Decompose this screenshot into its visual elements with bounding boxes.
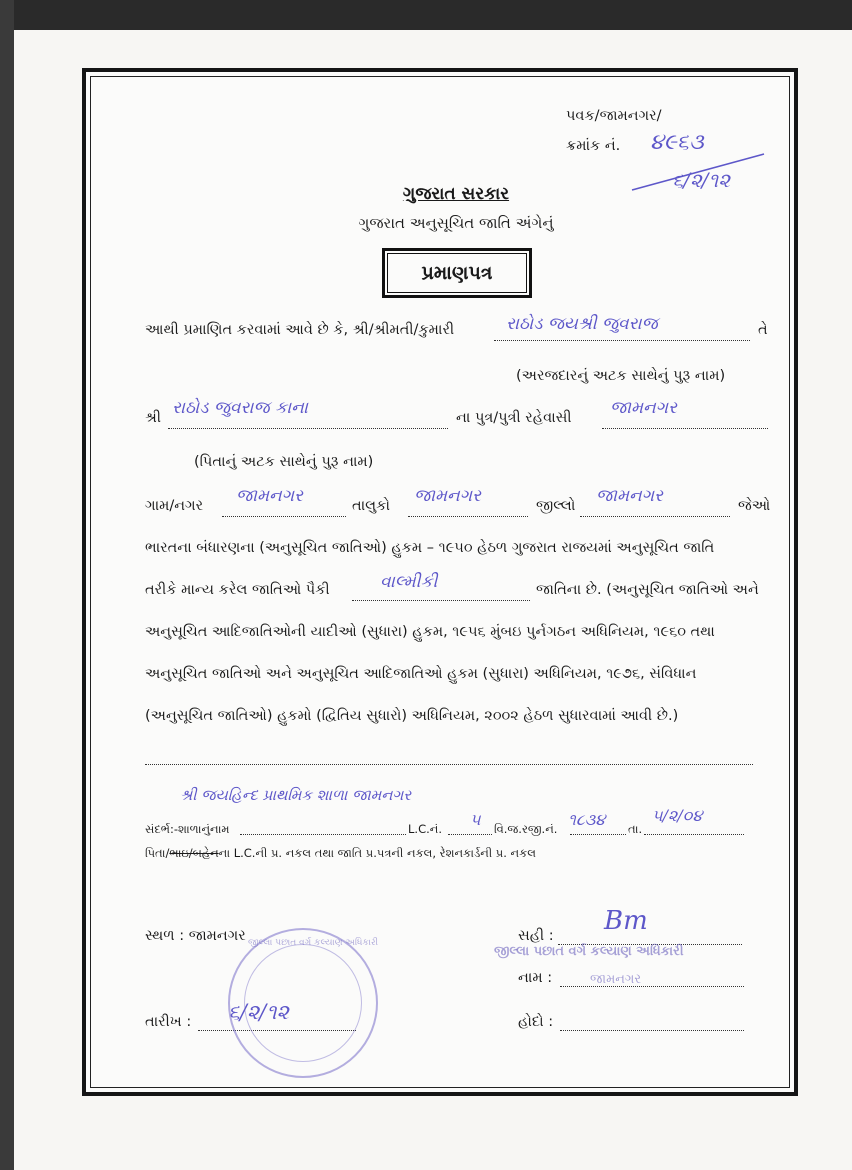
certificate-title: પ્રમાણપત્ર (421, 262, 493, 284)
blank-remarks-line (145, 764, 753, 765)
office-seal-stamp (228, 928, 378, 1078)
seal-text: જીલ્લા પછાત વર્ગ કલ્યાણ અધિકારી (248, 938, 379, 948)
father-caption: (પિતાનું અટક સાથેનું પુરૂ નામ) (194, 454, 374, 470)
designation-label: હોદો : (518, 1014, 554, 1030)
caste-line (352, 600, 530, 601)
name-stamp: જામનગર (590, 972, 642, 987)
school-line (240, 834, 406, 835)
designation-line (560, 1030, 744, 1031)
residence-line (602, 428, 768, 429)
reg-value: ૧૮૩૪ (568, 810, 606, 829)
residence: જામનગર (610, 398, 677, 418)
paragraph-line-2: ભારતના બંધારણના (અનુસૂચિત જાતિઓ) હુકમ – ૧૯૫૦ હેઠળ ગુજરાત રાજયમાં અનુસૂચિત જાતિ (145, 540, 715, 556)
who-label: જેઓ (738, 498, 771, 514)
relation-label: ના પુત્ર/પુત્રી રહેવાસી (456, 410, 572, 426)
paragraph-line-5: અનુસૂચિત જાતિઓ અને અનુસૂચિત આદિજાતિઓ હુકમ (સુધારા) અધિનિયમ, ૧૯૭૬, સંવિધાન (145, 666, 697, 682)
attached-documents (145, 846, 536, 861)
name-label: નામ : (518, 970, 553, 986)
district: જામનગર (596, 486, 663, 506)
school-name-handwritten: શ્રી જયહિન્દ પ્રાથમિક શાળા જામનગર (180, 786, 412, 804)
signature-mark: Bm (604, 906, 648, 936)
shri-label: શ્રી (145, 410, 161, 426)
lc-line (448, 834, 492, 835)
taluka-label: તાલુકો (352, 498, 390, 514)
applicant-caption: (અરજદારનું અટક સાથેનું પુરૂ નામ) (516, 368, 726, 384)
applicant-name: રાઠોડ જયશ્રી જુવરાજ (506, 314, 658, 334)
reg-label: વિ.જ.રજી.નં. (494, 822, 558, 836)
handwritten-ref-date: ૬/૨/૧૨ (672, 168, 730, 192)
scan-edge-top (0, 0, 852, 32)
certificate-subtitle: ગુજરાત અનુસૂચિત જાતિ અંગેનું (358, 214, 554, 232)
handwritten-number: ૪૯૬૩ (650, 130, 704, 155)
certificate-title-box (382, 248, 532, 298)
place-label: સ્થળ : જામનગર (145, 928, 246, 944)
certify-text: આથી પ્રમાણિત કરવામાં આવે છે કે, શ્રી/શ્રીમતી/કુમારી (145, 322, 455, 338)
issue-date: ૬/૨/૧૨ (228, 1000, 289, 1024)
date-label: તારીખ : (145, 1014, 192, 1030)
reg-line (570, 834, 626, 835)
district-label: જીલ્લો (536, 498, 576, 514)
officer-stamp: જીલ્લા પછાત વર્ગ કલ્યાણ અધિકારી (494, 944, 684, 959)
paragraph-line-4: અનુસૂચિત આદિજાતિઓની યાદીઓ (સુધારા) હુકમ, ૧૯૫૬ મુંબઇ પુર્નગઠન અધિનિયમ, ૧૯૬૦ તથા (145, 624, 715, 640)
caste: વાલ્મીકી (380, 572, 438, 592)
father-name: રાઠોડ જુવરાજ કાના (172, 398, 308, 418)
taluka-line (408, 516, 528, 517)
ref-date-label: તા. (628, 822, 643, 836)
lc-value: ૫ (470, 810, 481, 829)
paragraph-line-3-suffix: જાતિના છે. (અનુસૂચિત જાતિઓ અને (536, 582, 759, 598)
district-line (580, 516, 730, 517)
line1-suffix: તે (758, 322, 768, 338)
paragraph-line-3-prefix: તરીકે માન્ય કરેલ જાતિઓ પૈકી (145, 582, 330, 598)
signature-label: સહી : (518, 928, 554, 944)
village-line (222, 516, 346, 517)
school-label: સંદર્ભ:-શાળાનુંનામ (145, 822, 230, 836)
name-line (560, 986, 744, 987)
ref-date-line (644, 834, 744, 835)
applicant-name-line (494, 340, 750, 341)
office-reference-line: પવક/જામનગર/ (566, 108, 662, 124)
docs-prefix: પિતા/ (145, 846, 170, 860)
village-label: ગામ/નગર (145, 498, 204, 514)
paragraph-line-6: (અનુસૂચિત જાતિઓ) હુકમો (દ્વિતિય સુધારો) અધિનિયમ, ૨૦૦૨ હેઠળ સુધારવામાં આવી છે.) (145, 708, 679, 724)
docs-suffix: ના L.C.ની પ્ર. નકલ તથા જાતિ પ્ર.પત્રની નકલ, રેશનકાર્ડની પ્ર. નકલ (218, 846, 536, 860)
scan-edge-left (0, 0, 14, 1170)
government-heading: ગુજરાત સરકાર (402, 184, 510, 204)
number-label: ક્રમાંક નં. (566, 138, 621, 154)
seal-inner-ring (244, 944, 362, 1062)
father-name-line (168, 428, 448, 429)
village: જામનગર (236, 486, 303, 506)
docs-struck: ભાઇ/બહેન (169, 846, 219, 860)
taluka: જામનગર (414, 486, 481, 506)
lc-label: L.C.નં. (408, 822, 442, 836)
ref-date-value: ૫/૨/૦૪ (652, 806, 703, 825)
